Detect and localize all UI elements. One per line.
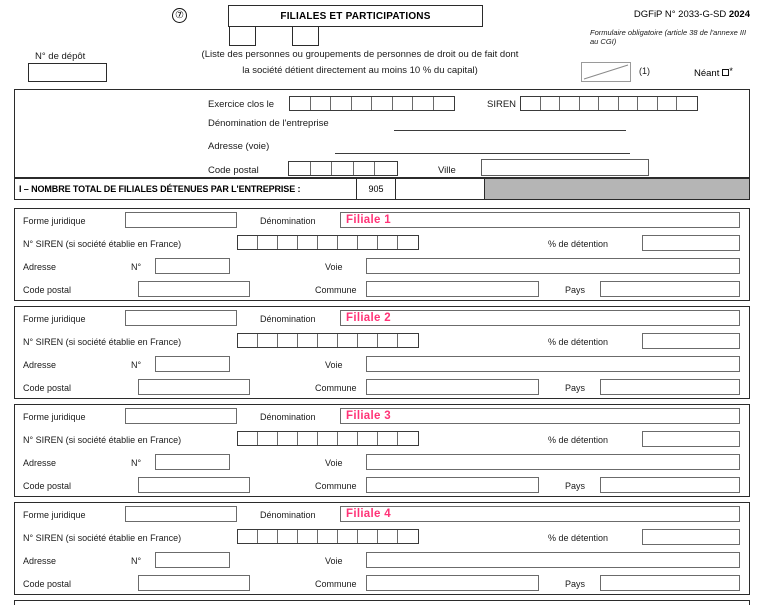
total-filiales-disabled-cell (484, 179, 749, 199)
filiale-pays-input[interactable] (600, 575, 740, 591)
filiale-code-postal-input[interactable] (138, 281, 250, 297)
filiale-voie-input[interactable] (366, 552, 740, 568)
forme-juridique-input[interactable] (125, 506, 237, 522)
filiale-siren-cell[interactable] (338, 432, 358, 445)
exercice-clos-label: Exercice clos le (208, 99, 274, 110)
pct-detention-label: % de détention (548, 435, 609, 445)
filiale-siren-cell[interactable] (398, 334, 418, 347)
filiale-code-postal-input[interactable] (138, 477, 250, 493)
denomination-entreprise-label: Dénomination de l'entreprise (208, 118, 329, 129)
filiale-pays-label: Pays (565, 481, 586, 491)
pct-detention-label: % de détention (548, 533, 609, 543)
filiale-code-postal-input[interactable] (138, 379, 250, 395)
forme-juridique-input[interactable] (125, 310, 237, 326)
filiale-siren-cell[interactable] (338, 236, 358, 249)
siren-cell[interactable] (599, 97, 619, 110)
filiale-siren-input[interactable] (237, 529, 419, 544)
adresse-voie-label: Adresse (voie) (208, 141, 270, 152)
exercice-cell[interactable] (393, 97, 414, 110)
siren-label: SIREN (487, 99, 517, 110)
pct-detention-input[interactable] (642, 529, 740, 545)
denomination-label: Dénomination (260, 216, 316, 226)
filiale-siren-cell[interactable] (378, 530, 398, 543)
siren-input[interactable] (520, 96, 698, 111)
siren-cell[interactable] (658, 97, 678, 110)
filiale-code-postal-label: Code postal (23, 579, 72, 589)
filiale-siren-cell[interactable] (258, 432, 278, 445)
pct-detention-input[interactable] (642, 431, 740, 447)
filiale-siren-cell[interactable] (278, 432, 298, 445)
forme-juridique-input[interactable] (125, 212, 237, 228)
diagonal-line-icon (582, 63, 630, 81)
depot-number-label: N° de dépôt (35, 51, 86, 62)
code-postal-input[interactable] (288, 161, 398, 176)
form-sheet-number-badge: ⑦ (172, 8, 187, 23)
page-title: FILIALES ET PARTICIPATIONS (280, 10, 431, 22)
code-postal-cell[interactable] (289, 162, 311, 175)
ville-input[interactable] (481, 159, 649, 176)
filiale-pays-input[interactable] (600, 379, 740, 395)
filiale-code-postal-label: Code postal (23, 383, 72, 393)
subtitle-line-2: la société détient directement au moins 10 % du capital) (242, 65, 478, 76)
filiale-siren-cell[interactable] (398, 236, 418, 249)
forme-juridique-input[interactable] (125, 408, 237, 424)
filiale-siren-cell[interactable] (358, 432, 378, 445)
filiale-pays-input[interactable] (600, 281, 740, 297)
filiale-numero-input[interactable] (155, 552, 230, 568)
filiale-pays-input[interactable] (600, 477, 740, 493)
siren-cell[interactable] (521, 97, 541, 110)
denomination-value: Filiale 2 (346, 312, 391, 324)
neant-field[interactable] (694, 66, 733, 79)
code-postal-label: Code postal (208, 165, 259, 176)
filiale-siren-cell[interactable] (238, 236, 258, 249)
forme-juridique-label: Forme juridique (23, 412, 86, 422)
filiale-siren-cell[interactable] (298, 432, 318, 445)
denomination-value: Filiale 3 (346, 410, 391, 422)
pct-detention-label: % de détention (548, 337, 609, 347)
code-postal-cell[interactable] (311, 162, 333, 175)
pct-detention-input[interactable] (642, 235, 740, 251)
filiale-block (14, 208, 750, 301)
filiale-commune-label: Commune (315, 285, 357, 295)
forme-juridique-label: Forme juridique (23, 314, 86, 324)
filiale-numero-label: N° (131, 458, 142, 468)
filiale-siren-label: N° SIREN (si société établie en France) (23, 435, 182, 445)
filiale-adresse-label: Adresse (23, 556, 57, 566)
filiale-siren-cell[interactable] (258, 236, 278, 249)
obligation-note: Formulaire obligatoire (article 38 de l'annexe III au CGI) (590, 28, 747, 47)
filiale-code-postal-input[interactable] (138, 575, 250, 591)
filiale-siren-cell[interactable] (338, 334, 358, 347)
code-postal-cell[interactable] (332, 162, 354, 175)
code-postal-cell[interactable] (375, 162, 397, 175)
denomination-entreprise-input[interactable] (394, 130, 626, 131)
filiale-block (14, 502, 750, 595)
filiale-commune-label: Commune (315, 383, 357, 393)
siren-cell[interactable] (619, 97, 639, 110)
pct-detention-label: % de détention (548, 239, 609, 249)
total-filiales-input[interactable] (396, 179, 484, 199)
filiale-voie-label: Voie (325, 262, 343, 272)
exercice-clos-input[interactable] (289, 96, 455, 111)
filiale-block (14, 404, 750, 497)
filiale-siren-cell[interactable] (398, 530, 418, 543)
filiale-siren-cell[interactable] (258, 530, 278, 543)
filiale-block-partial (14, 600, 750, 605)
filiale-siren-cell[interactable] (378, 236, 398, 249)
filiale-siren-cell[interactable] (338, 530, 358, 543)
exercice-cell[interactable] (413, 97, 434, 110)
total-filiales-row (14, 178, 750, 200)
filiale-siren-cell[interactable] (398, 432, 418, 445)
denomination-input[interactable] (340, 310, 740, 326)
filiale-siren-cell[interactable] (238, 530, 258, 543)
total-filiales-code: 905 (356, 179, 396, 199)
footnote-marker-1: (1) (639, 66, 650, 76)
filiale-siren-cell[interactable] (298, 236, 318, 249)
filiale-siren-cell[interactable] (278, 236, 298, 249)
exercice-cell[interactable] (352, 97, 373, 110)
denomination-label: Dénomination (260, 510, 316, 520)
filiale-siren-label: N° SIREN (si société établie en France) (23, 533, 182, 543)
siren-cell[interactable] (560, 97, 580, 110)
filiale-numero-label: N° (131, 360, 142, 370)
filiale-siren-cell[interactable] (258, 334, 278, 347)
filiale-siren-cell[interactable] (238, 334, 258, 347)
title-tab-box-left (229, 27, 256, 46)
filiale-siren-label: N° SIREN (si société établie en France) (23, 239, 182, 249)
filiale-numero-label: N° (131, 556, 142, 566)
filiale-voie-input[interactable] (366, 454, 740, 470)
neant-asterisk: * (729, 66, 733, 76)
filiale-siren-cell[interactable] (378, 334, 398, 347)
filiale-siren-cell[interactable] (358, 530, 378, 543)
filiale-block (14, 306, 750, 399)
pct-detention-input[interactable] (642, 333, 740, 349)
denomination-value: Filiale 1 (346, 214, 391, 226)
filiale-pays-label: Pays (565, 383, 586, 393)
filiale-numero-label: N° (131, 262, 142, 272)
filiale-commune-label: Commune (315, 579, 357, 589)
filiale-commune-input[interactable] (366, 281, 539, 297)
filiale-siren-input[interactable] (237, 431, 419, 446)
filiale-siren-cell[interactable] (378, 432, 398, 445)
filiale-siren-cell[interactable] (318, 432, 338, 445)
denomination-input[interactable] (340, 212, 740, 228)
filiale-voie-input[interactable] (366, 356, 740, 372)
denomination-label: Dénomination (260, 412, 316, 422)
neant-label: Néant (694, 68, 720, 79)
filiale-siren-cell[interactable] (298, 530, 318, 543)
ville-label: Ville (438, 165, 456, 176)
filiale-numero-input[interactable] (155, 356, 230, 372)
exercice-cell[interactable] (372, 97, 393, 110)
filiale-siren-cell[interactable] (358, 236, 378, 249)
filiale-siren-cell[interactable] (318, 236, 338, 249)
filiale-voie-label: Voie (325, 458, 343, 468)
filiale-siren-cell[interactable] (318, 530, 338, 543)
filiale-voie-input[interactable] (366, 258, 740, 274)
filiale-code-postal-label: Code postal (23, 285, 72, 295)
filiale-adresse-label: Adresse (23, 262, 57, 272)
filiale-adresse-label: Adresse (23, 458, 57, 468)
denomination-label: Dénomination (260, 314, 316, 324)
exercice-cell[interactable] (311, 97, 332, 110)
siren-cell[interactable] (677, 97, 697, 110)
filiale-siren-cell[interactable] (278, 530, 298, 543)
exercice-cell[interactable] (290, 97, 311, 110)
form-reference-year: 2024 (728, 9, 750, 20)
filiale-siren-cell[interactable] (318, 334, 338, 347)
code-postal-cell[interactable] (354, 162, 376, 175)
diagonal-strike-box (581, 62, 631, 82)
subtitle-line-1: (Liste des personnes ou groupements de personnes de droit ou de fait dont (201, 49, 519, 60)
form-reference (634, 9, 750, 20)
forme-juridique-label: Forme juridique (23, 216, 86, 226)
form-reference-code: DGFiP N° 2033-G-SD (633, 9, 729, 20)
filiale-adresse-label: Adresse (23, 360, 57, 370)
filiale-siren-cell[interactable] (238, 432, 258, 445)
exercice-cell[interactable] (434, 97, 455, 110)
adresse-voie-input[interactable] (335, 153, 630, 154)
filiale-voie-label: Voie (325, 556, 343, 566)
filiale-code-postal-label: Code postal (23, 481, 72, 491)
filiale-numero-input[interactable] (155, 454, 230, 470)
filiale-pays-label: Pays (565, 285, 586, 295)
siren-cell[interactable] (541, 97, 561, 110)
filiale-siren-label: N° SIREN (si société établie en France) (23, 337, 182, 347)
filiale-siren-cell[interactable] (358, 334, 378, 347)
filiale-siren-cell[interactable] (298, 334, 318, 347)
filiale-siren-input[interactable] (237, 333, 419, 348)
depot-number-input[interactable] (28, 63, 107, 82)
filiale-commune-label: Commune (315, 481, 357, 491)
forme-juridique-label: Forme juridique (23, 510, 86, 520)
title-tab-box-right (292, 27, 319, 46)
filiale-commune-input[interactable] (366, 477, 539, 493)
filiale-commune-input[interactable] (366, 575, 539, 591)
denomination-value: Filiale 4 (346, 508, 391, 520)
filiale-commune-input[interactable] (366, 379, 539, 395)
denomination-input[interactable] (340, 506, 740, 522)
denomination-input[interactable] (340, 408, 740, 424)
exercice-cell[interactable] (331, 97, 352, 110)
filiale-voie-label: Voie (325, 360, 343, 370)
siren-cell[interactable] (580, 97, 600, 110)
filiale-siren-input[interactable] (237, 235, 419, 250)
siren-cell[interactable] (638, 97, 658, 110)
filiale-pays-label: Pays (565, 579, 586, 589)
total-filiales-label: I – NOMBRE TOTAL DE FILIALES DÉTENUES PAR L'ENTREPRISE : (19, 184, 301, 194)
filiale-numero-input[interactable] (155, 258, 230, 274)
form-title-box (228, 5, 483, 27)
filiale-siren-cell[interactable] (278, 334, 298, 347)
